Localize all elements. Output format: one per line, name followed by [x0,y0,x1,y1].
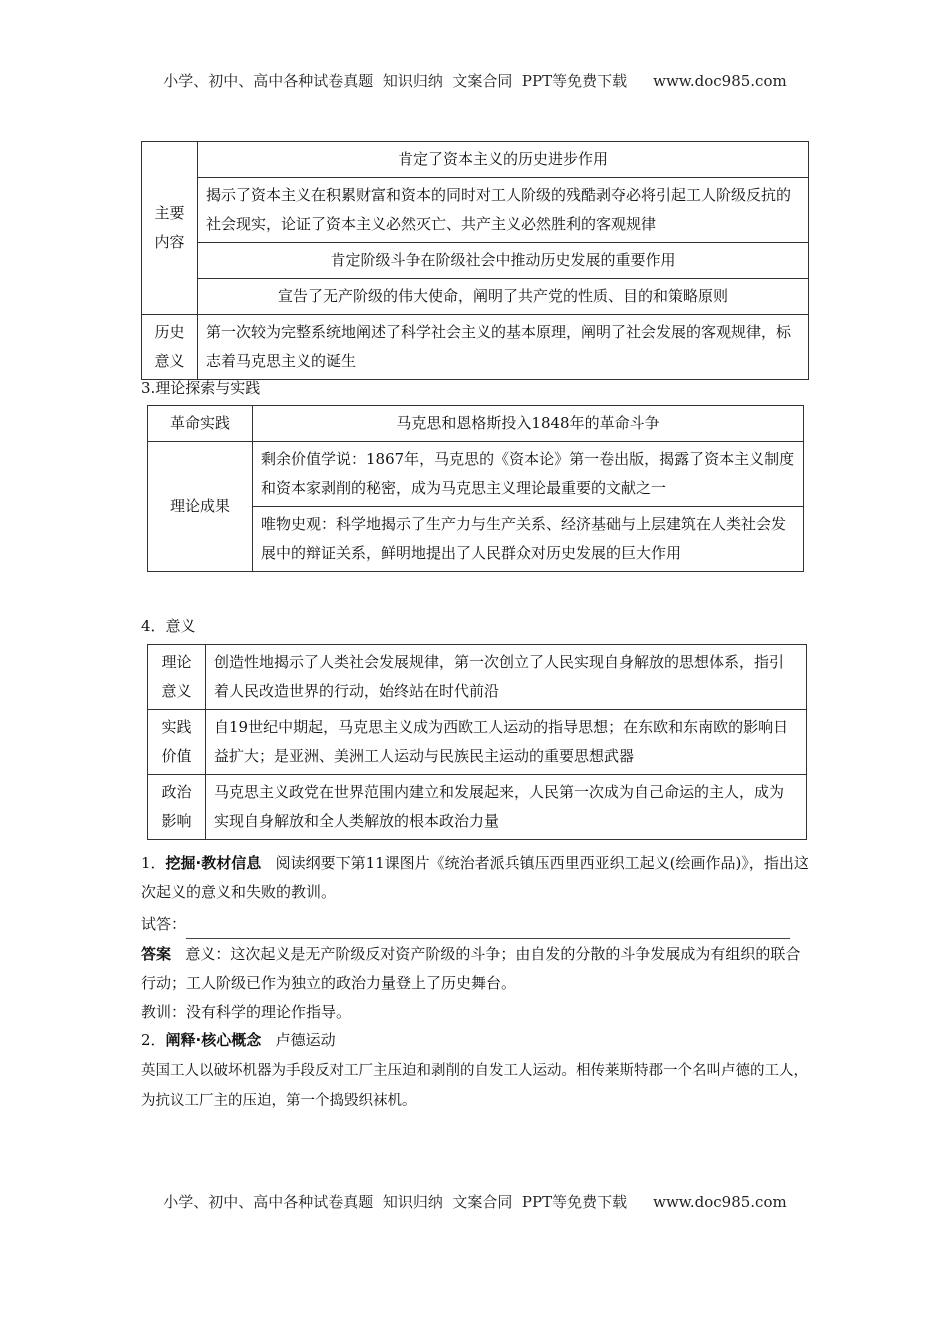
table-cell: 剩余价值学说：1867年，马克思的《资本论》第一卷出版，揭露了资本主义制度和资本家剥削的秘密，成为马克思主义理论最重要的文献之一 [253,442,804,507]
question-title: 阐释·核心概念 [165,1031,262,1049]
row-label [148,645,206,710]
table-cell: 揭示了资本主义在积累财富和资本的同时对工人阶级的残酷剥夺必将引起工人阶级反抗的社会现实，论证了资本主义必然灭亡、共产主义必然胜利的客观规律 [198,178,809,243]
question-2 [141,1026,813,1055]
table-row [142,243,809,279]
concept-text: 英国工人以破坏机器为手段反对工厂主压迫和剥削的自发工人运动。相传莱斯特郡一个名叫卢德的工人，为抗议工厂主的压迫，第一个捣毁织袜机。 [141,1063,808,1109]
question-1 [141,849,813,907]
table-row [148,645,807,710]
lesson-text: 教训：没有科学的理论作指导。 [141,1003,352,1021]
label-text: 实践 价值 [161,718,192,765]
table-cell: 宣告了无产阶级的伟大使命，阐明了共产党的性质、目的和策略原则 [198,279,809,315]
table-cell: 第一次较为完整系统地阐述了科学社会主义的基本原理，阐明了社会发展的客观规律，标志着马克思主义的诞生 [198,315,809,380]
table-row [148,406,804,442]
page-header [0,70,950,91]
section-title: 3.理论探索与实践 [141,379,261,397]
table-row [142,315,809,380]
question-number: 2． [141,1031,166,1049]
question-title: 挖掘·教材信息 [165,854,262,872]
table-row [142,178,809,243]
practice-label: 革命实践 [148,406,253,442]
main-content-label [142,142,198,315]
result-label: 理论成果 [148,442,253,572]
answer-line [186,920,790,939]
footer-text: 小学、初中、高中各种试卷真题 知识归纳 文案合同 PPT等免费下载 [163,1193,628,1211]
header-site: www.doc985.com [653,72,787,90]
try-label: 试答： [141,915,187,933]
table-row [148,442,804,507]
table-cell: 马克思主义政党在世界范围内建立和发展起来，人民第一次成为自己命运的主人，成为实现自身解放和全人类解放的根本政治力量 [206,775,807,840]
answer-text: 意义：这次起义是无产阶级反对资产阶级的斗争；由自发的分散的斗争发展成为有组织的联合行动；工人阶级已作为独立的政治力量登上了历史舞台。 [141,945,801,992]
table-row [148,775,807,840]
history-label [142,315,198,380]
table-row [142,279,809,315]
header-text: 小学、初中、高中各种试卷真题 知识归纳 文案合同 PPT等免费下载 [163,72,628,90]
table-cell: 肯定阶级斗争在阶级社会中推动历史发展的重要作用 [198,243,809,279]
table-cell: 马克思和恩格斯投入1848年的革命斗争 [253,406,804,442]
table-cell: 创造性地揭示了人类社会发展规律，第一次创立了人民实现自身解放的思想体系，指引着人民改造世界的行动，始终站在时代前沿 [206,645,807,710]
question-text: 阅读纲要下第11课图片《统治者派兵镇压西里西亚织工起义(绘画作品)》，指出这次起义的意义和失败的教训。 [141,854,809,901]
table-row [142,142,809,178]
answer-line-row [141,910,813,939]
table-cell: 唯物史观：科学地揭示了生产力与生产关系、经济基础与上层建筑在人类社会发展中的辩证关系，鲜明地提出了人民群众对历史发展的巨大作用 [253,507,804,572]
table-cell: 肯定了资本主义的历史进步作用 [198,142,809,178]
section-title: 4．意义 [141,617,196,635]
label-text: 政治 影响 [161,783,192,830]
table-row [148,710,807,775]
answer-label: 答案 [141,945,172,963]
question-term: 卢德运动 [275,1031,336,1049]
significance-table [147,644,807,840]
table-cell: 自19世纪中期起，马克思主义成为西欧工人运动的指导思想；在东欧和东南欧的影响日益扩大；是亚洲、美洲工人运动与民族民主运动的重要思想武器 [206,710,807,775]
label-text: 理论 意义 [161,653,192,700]
footer-site: www.doc985.com [653,1193,787,1211]
row-label [148,710,206,775]
answer-block [141,940,813,998]
page-footer [0,1191,950,1212]
label-text: 主要 内容 [154,204,185,251]
label-text: 历史 意义 [154,323,185,370]
row-label [148,775,206,840]
question-number: 1． [141,854,166,872]
theory-practice-table [147,405,804,572]
content-significance-table [141,141,809,380]
